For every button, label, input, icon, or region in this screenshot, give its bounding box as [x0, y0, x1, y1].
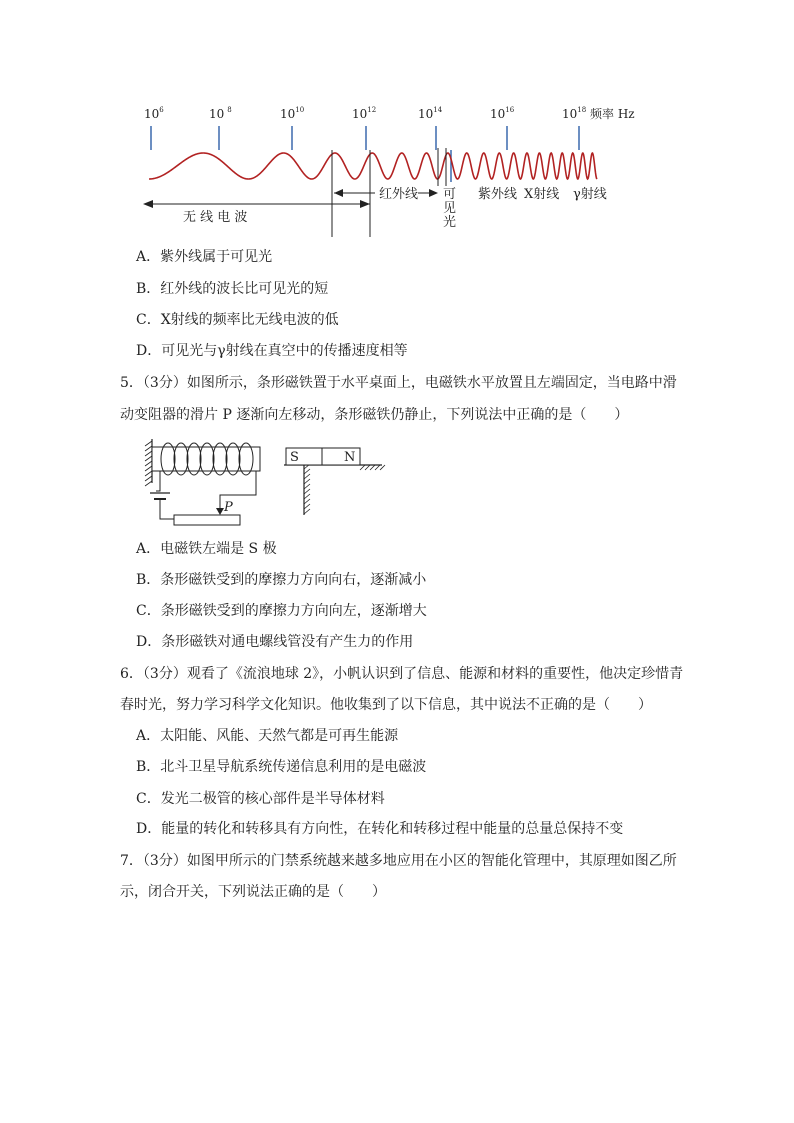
- tick-label-1e18: $10^{18}$: [562, 106, 587, 121]
- frequency-unit-label: 频率 Hz: [590, 107, 635, 121]
- hatch-line: [145, 441, 152, 446]
- q7-stem-line-2: 示，闭合开关，下列说法正确的是（ ）: [120, 884, 386, 900]
- hatch-line: [145, 446, 152, 451]
- q4-option-a[interactable]: A．紫外线属于可见光: [136, 249, 273, 265]
- q5-stem-line-2: 动变阻器的滑片 P 逐渐向左移动，条形磁铁仍静止，下列说法中正确的是（ ）: [120, 407, 629, 423]
- visible-label-3: 光: [443, 215, 457, 230]
- q4-option-b[interactable]: B．红外线的波长比可见光的短: [136, 281, 329, 297]
- hatch-line: [370, 465, 375, 470]
- em-spectrum-figure: [135, 100, 655, 240]
- hatch-line: [145, 481, 152, 486]
- rheostat-body: [174, 515, 240, 525]
- hatch-line: [304, 509, 310, 514]
- tick-label-1e16: $10^{16}$: [490, 106, 515, 121]
- circuit-wire-bottom: [160, 499, 174, 519]
- hatch-line: [365, 465, 370, 470]
- radio-arrow-left-head: [143, 200, 153, 208]
- magnet-s-pole-label: S: [290, 450, 299, 465]
- table-hatch: [304, 464, 385, 514]
- q5-option-c[interactable]: C．条形磁铁受到的摩擦力方向向左，逐渐增大: [136, 603, 427, 619]
- q6-option-c[interactable]: C．发光二极管的核心部件是半导体材料: [136, 791, 385, 807]
- q5-stem-line-1: 5．（3分）如图所示，条形磁铁置于水平桌面上，电磁铁水平放置且左端固定，当电路中滑: [120, 375, 677, 391]
- tick-label-1e8: 10 $^8$: [209, 106, 232, 121]
- q5-option-a[interactable]: A．电磁铁左端是 S 极: [136, 541, 277, 557]
- rheostat-slider-arrow: [216, 508, 224, 515]
- tick-label-1e6: $10^6$: [144, 106, 164, 121]
- infrared-arrow-right-head: [429, 189, 438, 197]
- solenoid-core: [152, 447, 260, 471]
- tick-label-1e12: $10^{12}$: [352, 106, 377, 121]
- spectrum-wave: [149, 153, 597, 179]
- hatch-line: [145, 476, 152, 481]
- hatch-line: [304, 489, 310, 494]
- q6-stem-line-2: 春时光，努力学习科学文化知识。他收集到了以下信息，其中说法不正确的是（ ）: [120, 697, 652, 713]
- visible-label-2: 见: [443, 201, 457, 216]
- hatch-line: [304, 494, 310, 499]
- tick-label-1e14: $10^{14}$: [418, 106, 443, 121]
- hatch-line: [304, 499, 310, 504]
- q6-option-d[interactable]: D．能量的转化和转移具有方向性，在转化和转移过程中能量的总量总保持不变: [136, 821, 624, 837]
- hatch-line: [145, 456, 152, 461]
- magnet-n-pole-label: N: [344, 450, 356, 465]
- tick-label-1e10: $10^{10}$: [280, 106, 305, 121]
- hatch-line: [380, 465, 385, 470]
- q5-option-d[interactable]: D．条形磁铁对通电螺线管没有产生力的作用: [136, 634, 414, 650]
- hatch-line: [145, 461, 152, 466]
- q4-option-c[interactable]: C．X射线的频率比无线电波的低: [136, 312, 339, 328]
- gamma-label: γ射线: [573, 187, 607, 202]
- circuit-wire-left: [156, 471, 160, 491]
- xray-label: X射线: [524, 187, 560, 202]
- left-wall-hatch: [145, 441, 152, 486]
- infrared-label: 红外线: [379, 187, 419, 202]
- q6-stem-line-1: 6．（3分）观看了《流浪地球 2》，小帆认识到了信息、能源和材料的重要性，他决定珍惜青: [120, 666, 684, 682]
- electromagnet-figure: [138, 435, 388, 535]
- q4-option-d[interactable]: D．可见光与γ射线在真空中的传播速度相等: [136, 343, 408, 359]
- hatch-line: [304, 479, 310, 484]
- hatch-line: [145, 451, 152, 456]
- hatch-line: [304, 504, 310, 509]
- q6-option-b[interactable]: B．北斗卫星导航系统传递信息利用的是电磁波: [136, 759, 427, 775]
- hatch-line: [145, 466, 152, 471]
- visible-label-1: 可: [443, 187, 457, 202]
- q5-option-b[interactable]: B．条形磁铁受到的摩擦力方向向右，逐渐减小: [136, 572, 427, 588]
- radio-wave-label: 无 线 电 波: [183, 210, 248, 225]
- q6-option-a[interactable]: A．太阳能、风能、天然气都是可再生能源: [136, 728, 399, 744]
- radio-arrow-right-head: [360, 200, 370, 208]
- hatch-line: [360, 465, 365, 470]
- hatch-line: [304, 469, 310, 474]
- rheostat-slider-label: P: [224, 500, 233, 515]
- hatch-line: [145, 471, 152, 476]
- hatch-line: [375, 465, 380, 470]
- q7-stem-line-1: 7．（3分）如图甲所示的门禁系统越来越多地应用在小区的智能化管理中，其原理如图乙所: [120, 853, 677, 869]
- hatch-line: [304, 474, 310, 479]
- ultraviolet-label: 紫外线: [478, 187, 518, 202]
- infrared-arrow-left-head: [334, 189, 343, 197]
- hatch-line: [304, 484, 310, 489]
